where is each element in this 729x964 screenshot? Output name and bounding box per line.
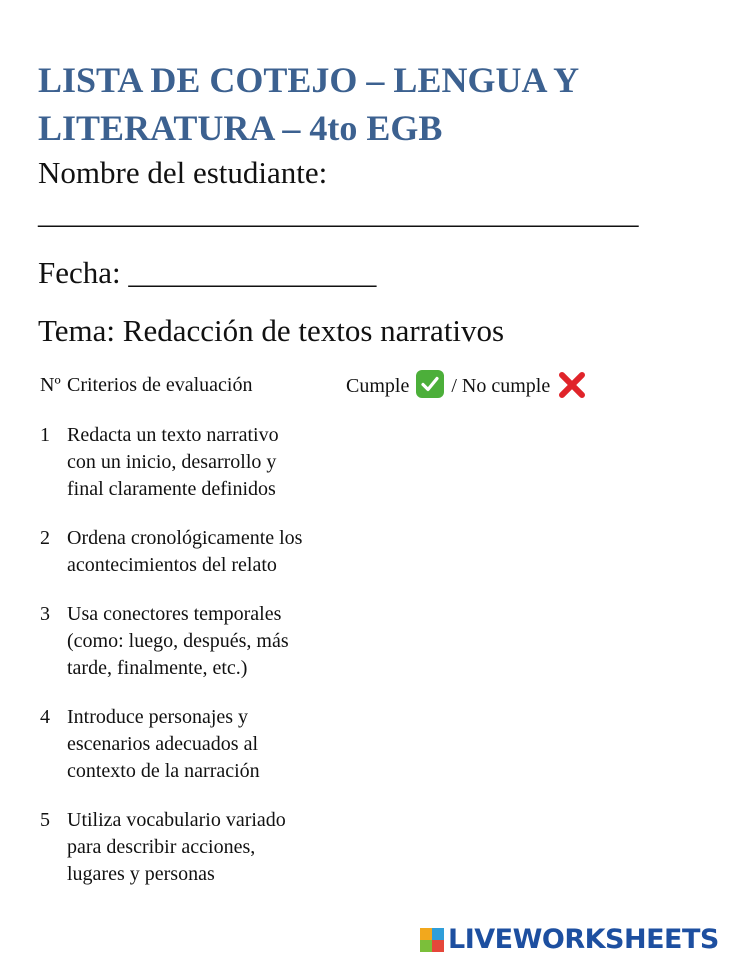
student-name-blank: ________________________________________ <box>38 195 638 230</box>
row-number: 1 <box>40 424 50 446</box>
check-mark-icon <box>416 370 444 398</box>
table-row <box>38 422 698 503</box>
liveworksheets-logo <box>420 924 719 956</box>
liveworksheets-logo-text: LIVEWORKSHEETS <box>448 924 719 955</box>
page-title <box>38 56 698 152</box>
row-number: 3 <box>40 603 50 625</box>
checklist-header <box>38 370 698 402</box>
liveworksheets-logo-icon <box>420 928 444 952</box>
page-title-line-2: LITERATURA – 4to EGB <box>38 108 443 148</box>
row-criterion: Utiliza vocabulario variado para describir acciones, lugares y personas <box>67 809 286 885</box>
header-status-cumple: Cumple <box>346 375 410 397</box>
page-title-line-1: LISTA DE COTEJO – LENGUA Y <box>38 60 580 100</box>
topic-label: Tema: Redacción de textos narrativos <box>38 313 505 348</box>
row-number: 5 <box>40 809 50 831</box>
row-criterion: Ordena cronológicamente los acontecimientos del relato <box>67 527 303 576</box>
row-number: 2 <box>40 527 50 549</box>
date-field: Fecha: ________________ <box>38 255 377 290</box>
table-row <box>38 807 698 888</box>
checklist-table <box>38 370 698 885</box>
row-number: 4 <box>40 706 50 728</box>
row-criterion: Redacta un texto narrativo con un inicio, desarrollo y final claramente definidos <box>67 424 279 500</box>
header-status <box>346 370 587 401</box>
student-name-label: Nombre del estudiante: <box>38 155 328 190</box>
table-row <box>38 704 698 785</box>
checklist-rows <box>38 422 698 910</box>
header-criteria: Criterios de evaluación <box>67 374 253 396</box>
row-criterion: Usa conectores temporales (como: luego, después, más tarde, finalmente, etc.) <box>67 603 289 679</box>
table-row <box>38 525 698 579</box>
header-status-no-cumple: / No cumple <box>451 375 551 397</box>
row-criterion: Introduce personajes y escenarios adecuados al contexto de la narración <box>67 706 260 782</box>
header-number: Nº <box>40 374 61 396</box>
table-row <box>38 601 698 682</box>
cross-mark-icon <box>557 370 587 400</box>
